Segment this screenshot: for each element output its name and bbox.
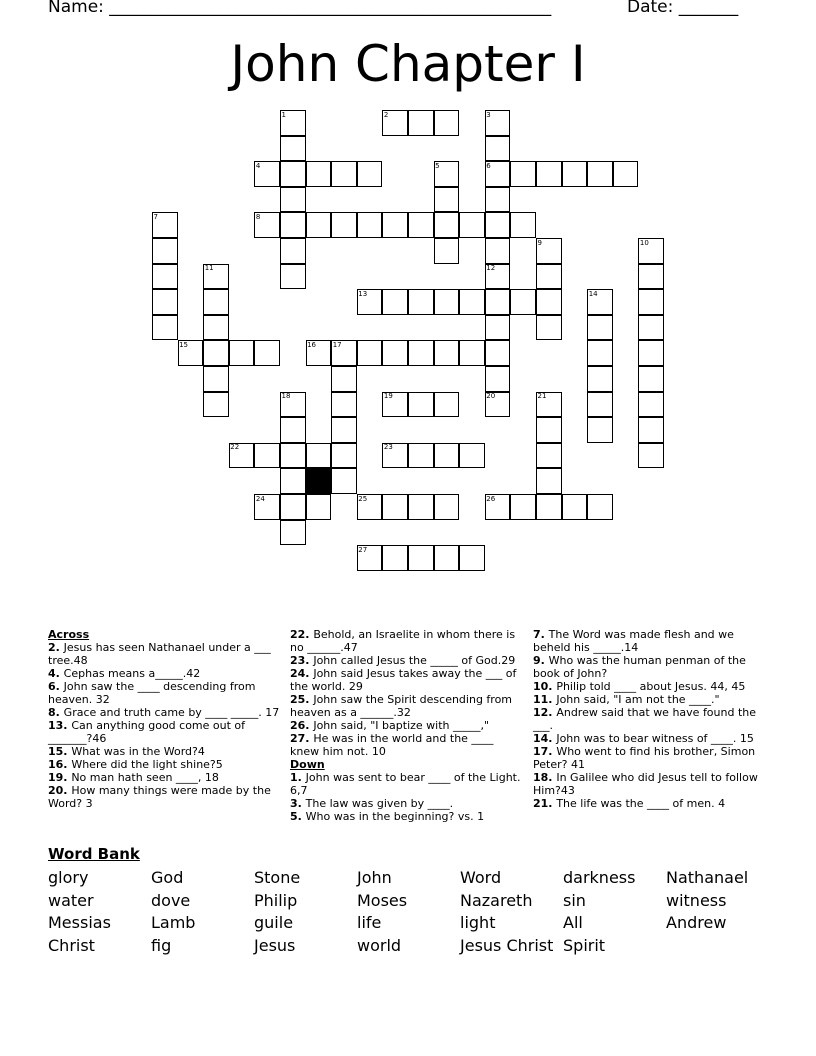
clue-number: 24 [255,494,265,503]
clue [290,667,522,693]
clue [48,680,280,706]
clue-number: 11 [204,264,214,273]
clue-number: 9 [537,238,542,247]
grid-cell[interactable] [613,161,639,187]
clue-text: In Galilee who did Jesus tell to follow Him?43 [533,771,758,797]
grid-cell[interactable] [331,443,357,469]
grid-cell[interactable] [536,494,562,520]
clue [48,641,280,667]
grid-cell[interactable] [280,161,306,187]
grid-cell[interactable] [536,264,562,290]
grid-cell[interactable] [638,289,664,315]
grid-cell[interactable] [485,212,511,238]
clue [48,758,280,771]
grid-cell[interactable] [485,136,511,162]
word-bank-item: world [357,935,402,955]
grid-cell[interactable] [587,494,613,520]
clue [290,797,522,810]
grid-cell[interactable] [434,289,460,315]
clue [290,771,522,797]
grid-cell[interactable] [485,187,511,213]
clue-number-label: 6. [48,680,64,693]
word-bank-item: Philip [254,890,298,910]
grid-cell[interactable] [203,392,229,418]
word-bank-item: sin [563,890,586,910]
clue [533,654,765,680]
clue-number-label: 9. [533,654,549,667]
grid-cell[interactable] [306,494,332,520]
clue-number-label: 23. [290,654,314,667]
grid-cell[interactable] [638,417,664,443]
word-bank-item: John [357,868,392,887]
clues-column-3 [533,628,765,810]
clue-number: 25 [358,494,368,503]
grid-cell[interactable] [331,161,357,187]
clue-text: John called Jesus the _____ of God.29 [313,654,516,667]
grid-cell[interactable] [280,443,306,469]
clue-text: Can anything good come out of _______?46 [48,719,246,745]
grid-cell[interactable] [280,187,306,213]
clue [48,745,280,758]
clue [48,706,280,719]
clue-text: Where did the light shine?5 [71,758,223,771]
grid-cell[interactable] [331,417,357,443]
clue-number-label: 2. [48,641,64,654]
clue-number-label: 22. [290,628,314,641]
clue-number: 27 [358,545,368,554]
clue-number: 1 [281,110,286,119]
blocked-cell [306,468,332,494]
clue-number: 2 [383,110,389,119]
clue-number-label: 27. [290,732,314,745]
clue [533,732,765,745]
clue-number: 15 [179,340,189,349]
clues-section [48,628,768,843]
word-bank-item: Nazareth [460,890,533,910]
grid-cell[interactable] [203,315,229,341]
grid-cell[interactable] [254,340,280,366]
clue-number: 6 [486,161,491,170]
word-bank-item: Spirit [563,935,606,955]
clue-number: 10 [639,238,649,247]
grid-cell[interactable] [510,289,536,315]
clue-number-label: 13. [48,719,72,732]
grid-cell[interactable] [382,494,408,520]
grid-cell[interactable] [587,417,613,443]
grid-cell[interactable] [280,520,306,546]
grid-cell[interactable] [459,340,485,366]
grid-cell[interactable] [562,494,588,520]
grid-cell[interactable] [536,417,562,443]
clue-text: The Word was made flesh and we beheld his _____.14 [533,628,734,654]
word-bank-item: Christ [48,935,95,955]
grid-cell[interactable] [638,315,664,341]
grid-cell[interactable] [152,238,178,264]
grid-cell[interactable] [459,443,485,469]
word-bank-item: Nathanael [666,868,749,887]
word-bank-item: life [357,913,382,932]
grid-cell[interactable] [280,136,306,162]
grid-cell[interactable] [638,340,664,366]
clue-text: Philip told ____ about Jesus. 44, 45 [556,680,746,693]
clue-text: Who went to find his brother, Simon Peter? 41 [533,745,756,771]
grid-cell[interactable] [638,264,664,290]
grid-cell[interactable] [434,494,460,520]
clue-number-label: 1. [290,771,306,784]
down-heading: Down [290,758,325,771]
clue-text: No man hath seen ____, 18 [71,771,219,784]
grid-cell[interactable] [638,443,664,469]
grid-cell[interactable] [280,238,306,264]
grid-cell[interactable] [331,366,357,392]
grid-cell[interactable] [434,340,460,366]
grid-cell[interactable] [152,264,178,290]
clue-number: 14 [588,289,598,298]
clue-number: 18 [281,392,291,401]
grid-cell[interactable] [408,289,434,315]
clue-number: 3 [486,110,491,119]
grid-cell[interactable] [408,392,434,418]
grid-cell[interactable] [331,392,357,418]
word-bank-item: Moses [357,890,408,910]
grid-cell[interactable] [306,443,332,469]
grid-cell[interactable] [280,494,306,520]
clue-text: John saw the ____ descending from heaven. 32 [48,680,256,706]
clue-number-label: 11. [533,693,557,706]
clue [290,693,522,719]
word-bank-item: witness [666,890,727,910]
grid-cell[interactable] [382,545,408,571]
grid-cell[interactable] [280,468,306,494]
clue-number: 4 [255,161,261,170]
grid-cell[interactable] [638,366,664,392]
grid-cell[interactable] [510,161,536,187]
clue-number-label: 4. [48,667,64,680]
clue-number-label: 20. [48,784,72,797]
clue-number-label: 3. [290,797,306,810]
word-bank-item: dove [151,890,191,910]
grid-cell[interactable] [510,494,536,520]
grid-cell[interactable] [408,443,434,469]
grid-cell[interactable] [382,340,408,366]
word-bank-title: Word Bank [48,845,140,863]
grid-cell[interactable] [408,494,434,520]
grid-cell[interactable] [152,289,178,315]
clue-number: 17 [332,340,342,349]
grid-cell[interactable] [434,443,460,469]
grid-cell[interactable] [485,289,511,315]
clues-column-2 [290,628,522,823]
clue [48,719,280,745]
clue-number-label: 24. [290,667,314,680]
clue [533,628,765,654]
word-bank-item: glory [48,868,89,887]
grid-cell[interactable] [382,289,408,315]
clue-number-label: 7. [533,628,549,641]
word-bank-item: Jesus Christ [460,935,554,955]
clue-text: John said, "I am not the ____." [556,693,720,706]
clue-number: 21 [537,392,547,401]
clue-number: 20 [486,392,496,401]
clue-text: Behold, an Israelite in whom there is no ______.47 [290,628,516,654]
word-bank-item: Stone [254,868,301,887]
grid-cell[interactable] [254,443,280,469]
grid-cell[interactable] [638,392,664,418]
grid-cell[interactable] [203,289,229,315]
word-bank-item: light [460,913,496,932]
grid-cell[interactable] [434,187,460,213]
clue [290,628,522,654]
word-bank-item: Andrew [666,913,727,932]
clue-text: Grace and truth came by ____ _____. 17 [63,706,280,719]
grid-cell[interactable] [306,212,332,238]
grid-cell[interactable] [510,212,536,238]
grid-cell[interactable] [587,161,613,187]
word-bank-item: water [48,890,94,910]
grid-cell[interactable] [536,289,562,315]
grid-cell[interactable] [408,340,434,366]
clue-number: 26 [486,494,496,503]
grid-cell[interactable] [485,315,511,341]
grid-cell[interactable] [587,366,613,392]
grid-cell[interactable] [459,289,485,315]
grid-cell[interactable] [357,161,383,187]
clue [533,745,765,771]
clue-number: 8 [255,212,261,221]
clue-text: The life was the ____ of men. 4 [556,797,726,810]
grid-cell[interactable] [382,212,408,238]
clue [48,784,280,810]
clue-number-label: 21. [533,797,557,810]
grid-cell[interactable] [587,392,613,418]
grid-cell[interactable] [357,340,383,366]
grid-cell[interactable] [229,340,255,366]
grid-cell[interactable] [203,340,229,366]
grid-cell[interactable] [536,315,562,341]
grid-cell[interactable] [280,212,306,238]
clue-number-label: 14. [533,732,557,745]
clue-number: 16 [307,340,317,349]
clue-number: 19 [383,392,393,401]
clue-number: 22 [230,443,240,452]
grid-cell[interactable] [587,315,613,341]
word-bank-item: fig [151,935,172,955]
clue-number-label: 26. [290,719,314,732]
clue [533,771,765,797]
clue-number-label: 12. [533,706,557,719]
clue-number-label: 19. [48,771,72,784]
clue-number: 13 [358,289,368,298]
clue-number: 23 [383,443,393,452]
clue-text: Who was in the beginning? vs. 1 [305,810,485,823]
clue-text: How many things were made by the Word? 3 [48,784,271,810]
grid-cell[interactable] [357,212,383,238]
date-field[interactable]: Date: _______ [627,0,739,17]
clue-text: Cephas means a_____.42 [63,667,201,680]
clue-text: John said, "I baptize with _____," [313,719,490,732]
clue-text: John was to bear witness of ____. 15 [556,732,754,745]
grid-cell[interactable] [434,212,460,238]
clue-number-label: 16. [48,758,72,771]
grid-cell[interactable] [434,238,460,264]
word-bank-item: darkness [563,868,636,887]
grid-cell[interactable] [306,161,332,187]
grid-cell[interactable] [434,545,460,571]
grid-cell[interactable] [408,110,434,136]
clue [533,680,765,693]
clue-text: Jesus has seen Nathanael under a ___ tree.48 [48,641,271,667]
clue [48,771,280,784]
clue-text: He was in the world and the ____ knew him not. 10 [290,732,494,758]
grid-cell[interactable] [331,212,357,238]
clue-number-label: 8. [48,706,64,719]
clue-number-label: 10. [533,680,557,693]
grid-cell[interactable] [485,238,511,264]
clue [48,667,280,680]
clue [290,654,522,667]
word-bank-item: God [151,868,184,887]
grid-cell[interactable] [408,545,434,571]
grid-cell[interactable] [331,468,357,494]
grid-cell[interactable] [280,417,306,443]
clue-number-label: 15. [48,745,72,758]
grid-cell[interactable] [408,212,434,238]
grid-cell[interactable] [280,264,306,290]
clue-number: 5 [435,161,440,170]
grid-cell[interactable] [536,161,562,187]
clue-number: 7 [153,212,158,221]
grid-cell[interactable] [536,468,562,494]
grid-cell[interactable] [434,110,460,136]
clue-number: 12 [486,264,496,273]
clues-column-1 [48,628,280,810]
grid-cell[interactable] [152,315,178,341]
word-bank-item: guile [254,913,294,932]
clue-text: What was in the Word?4 [71,745,205,758]
word-bank-item: All [563,913,583,932]
clue [533,797,765,810]
grid-cell[interactable] [562,161,588,187]
word-bank-item: Lamb [151,913,196,932]
clue-text: Who was the human penman of the book of John? [533,654,746,680]
across-heading: Across [48,628,90,641]
clue [290,810,522,823]
grid-cell[interactable] [203,366,229,392]
grid-cell[interactable] [459,212,485,238]
clue [533,706,765,732]
grid-cell[interactable] [459,545,485,571]
clue [290,719,522,732]
clue-text: John saw the Spirit descending from heaven as a ______.32 [290,693,513,719]
clue [533,693,765,706]
clue-number-label: 5. [290,810,306,823]
page-title: John Chapter I [230,35,586,93]
grid-cell[interactable] [434,392,460,418]
clue [290,732,522,758]
grid-cell[interactable] [485,340,511,366]
grid-cell[interactable] [536,443,562,469]
clue-number-label: 18. [533,771,557,784]
grid-cell[interactable] [587,340,613,366]
clue-text: Andrew said that we have found the ___. [533,706,757,732]
clue-text: The law was given by ____. [305,797,454,810]
clue-number-label: 25. [290,693,314,706]
clue-number-label: 17. [533,745,557,758]
grid-cell[interactable] [485,366,511,392]
name-field[interactable]: Name: ____________________________________________________ [48,0,552,17]
clue-text: John said Jesus takes away the ___ of the world. 29 [290,667,517,693]
word-bank-item: Messias [48,913,111,932]
word-bank-item: Word [460,868,502,887]
word-bank-item: Jesus [254,935,296,955]
clue-text: John was sent to bear ____ of the Light. 6,7 [290,771,521,797]
